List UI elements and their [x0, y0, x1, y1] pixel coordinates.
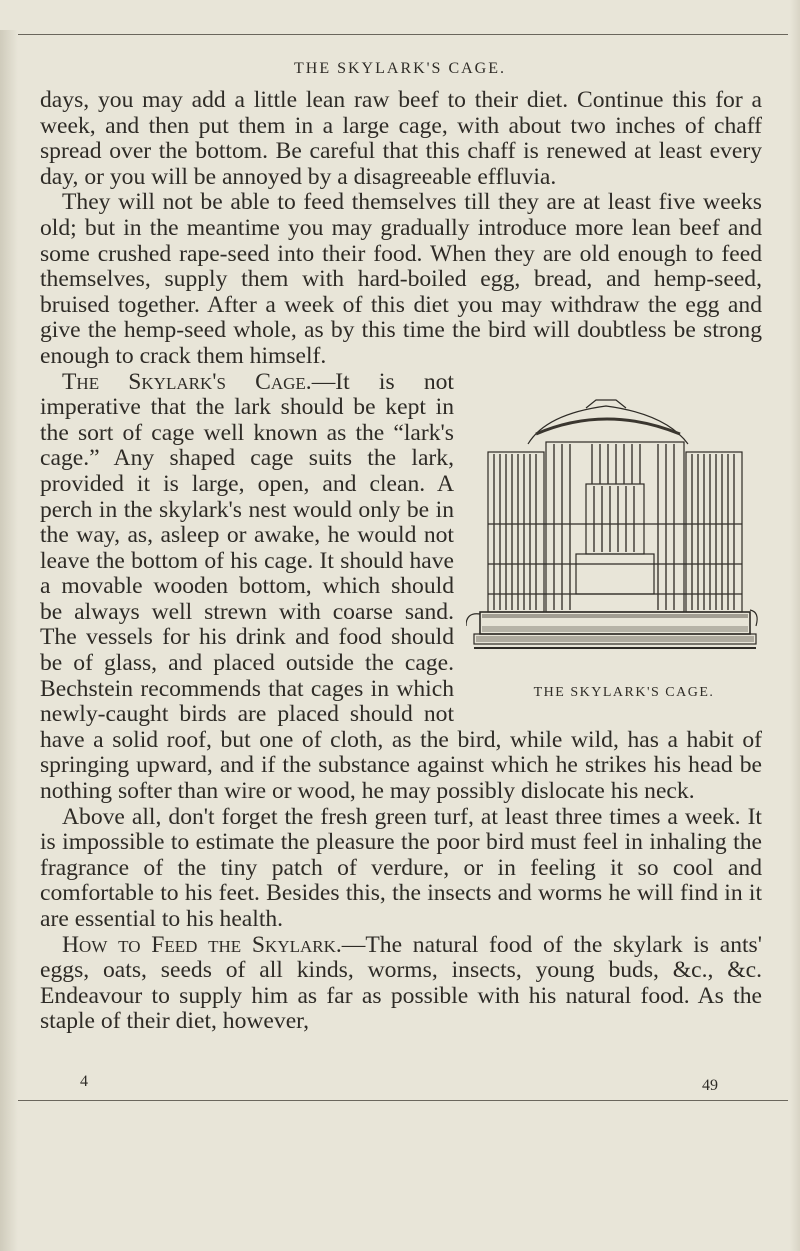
paragraph-2-text: They will not be able to feed themselves till they are at least five weeks old; but in the meantime you may gradually introduce more lean beef and some crushed rape-seed into their food. When they are old enough to feed themselves, supply them with hard-boiled egg, bread, and hemp-seed, bruised together. After a week of this diet you may withdraw the egg and give the hemp-seed whole, as by this time the bird will doubtless be strong enough to crack them himself.: [40, 189, 762, 369]
running-head: THE SKYLARK'S CAGE.: [294, 60, 506, 77]
paragraph-2: [40, 190, 762, 369]
paragraph-1: [40, 88, 762, 190]
cage-base-hatching: [476, 614, 754, 642]
section-heading-cage: The Skylark's Cage.: [62, 368, 312, 395]
paragraph-4: [40, 805, 762, 933]
section-heading-feed: How to Feed the Skylark.: [62, 931, 342, 958]
page-number: 49: [702, 1077, 718, 1094]
paragraph-4-text: Above all, don't forget the fresh green turf, at least three times a week. It is impossible to estimate the pleasure the poor bird must feel in inhaling the fragrance of the tiny patch of verdure, or in feeling it so cool and comfortable to his feet. Besides this, the insects and worms he will find in it are essential to his health.: [40, 803, 762, 932]
paragraph-1-text: days, you may add a little lean raw beef to their diet. Continue this for a week, and then put them in a large cage, with about two inches of chaff spread over the bottom. Be careful that this chaff is renewed at least every day, or you will be annoyed by a disagreeable effluvia.: [40, 87, 762, 190]
cage-roof: [528, 406, 688, 444]
signature-mark: 4: [80, 1073, 88, 1090]
body-text: [40, 88, 762, 1035]
top-rule: [18, 34, 788, 35]
cage-centre: [546, 442, 684, 612]
page-edge-shadow: [790, 0, 800, 1251]
cage-bars: [494, 444, 734, 610]
bottom-rule: [18, 1100, 788, 1101]
paragraph-3-text: —It is not imperative that the lark should be kept in the sort of cage well known as the “lark's cage.” Any shaped cage suits the lark, provided it is large, open, and clean. A perch in the skylark's nest would only be in the way, as, asleep or awake, he would not leave the bottom of his cage. It should have a movable wooden bottom, which should be always well strewn with coarse sand. The vessels for his drink and food should be of glass, and placed outside the cage. Bechstein recommends that cages in which newly-caught birds are placed should not have a solid roof, but one of cloth, as the bird, while wild, has a habit of springing upward, and if the substance against which he strikes his head be nothing softer than wire or wood, he may possibly dislocate his neck.: [40, 368, 762, 805]
figure-caption: THE SKYLARK'S CAGE.: [533, 684, 715, 700]
paragraph-3: [40, 370, 762, 805]
skylark-cage-figure: [464, 374, 762, 706]
paragraph-5-text: —The natural food of the skylark is ants' eggs, oats, seeds of all kinds, worms, insects, young buds, &c., &c. Endeavour to supply him as far as possible with his natural food. As the staple of their diet, however,: [40, 931, 762, 1035]
page-gutter-shadow: [0, 30, 18, 1251]
cage-illustration: [466, 374, 760, 678]
paragraph-5: [40, 933, 762, 1035]
